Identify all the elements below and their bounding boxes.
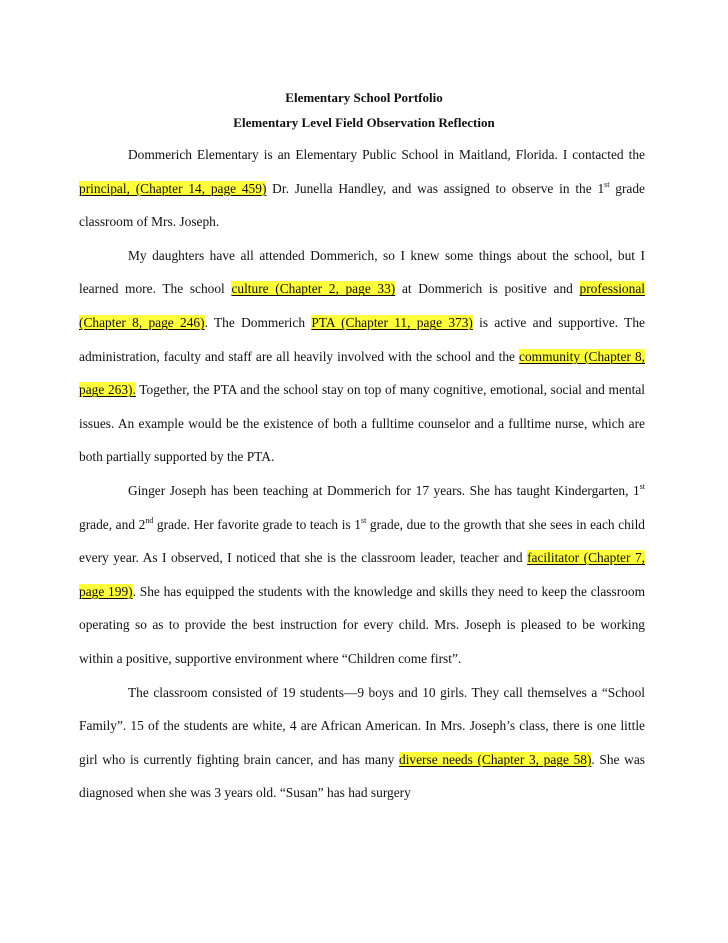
paragraph (79, 474, 645, 676)
highlighted-citation: facilitator (Chapter 7, page 199) (79, 550, 645, 599)
paragraph (79, 138, 645, 239)
document-body (79, 138, 645, 810)
paragraph (79, 239, 645, 474)
text-run: My daughters have all attended Dommerich, so I knew some things about the school, but I learned more. The school (79, 247, 645, 297)
text-run: is active and supportive. The administration, faculty and staff are all heavily involved with the school and the (79, 314, 645, 364)
document-subtitle: Elementary Level Field Observation Reflection (233, 115, 495, 130)
highlighted-citation: community (Chapter 8, page 263). (79, 348, 646, 398)
text-run: Together, the PTA and the school stay on top of many cognitive, emotional, social and mental issues. An example would be the existence of both a fulltime counselor and a fulltime nurse, which are both partially supported by the PTA. (79, 382, 645, 465)
text-run: . She was diagnosed when she was 3 years old. “Susan” has had surgery (79, 751, 645, 801)
ordinal-superscript: st (360, 515, 367, 525)
text-run: The classroom consisted of 19 students—9 boys and 10 girls. They call themselves a “School Family”. 15 of the students are white, 4 are African American. In Mrs. Joseph’s class, there is one little girl who is currently fighting brain cancer, and has many (79, 684, 645, 767)
text-run: Dr. Junella Handley, and was assigned to observe in the 1 (266, 180, 605, 196)
highlighted-citation: diverse needs (Chapter 3, page 58) (399, 751, 592, 767)
paragraph (79, 676, 645, 810)
text-run: . The Dommerich (204, 314, 312, 330)
ordinal-superscript: st (604, 179, 610, 189)
text-run: grade, and 2 (79, 516, 146, 532)
text-run: Ginger Joseph has been teaching at Dommerich for 17 years. She has taught Kindergarten, 1 (128, 482, 640, 498)
text-run: grade. Her favorite grade to teach is 1 (153, 516, 361, 532)
highlighted-citation: principal, (Chapter 14, page 459) (79, 180, 267, 196)
text-run: at Dommerich is positive and (395, 281, 580, 297)
highlighted-citation: culture (Chapter 2, page 33) (231, 281, 396, 297)
ordinal-superscript: nd (145, 515, 154, 525)
ordinal-superscript: st (639, 481, 645, 491)
document-title: Elementary School Portfolio (285, 90, 443, 105)
highlighted-citation: professional (Chapter 8, page 246) (79, 281, 645, 330)
text-run: . She has equipped the students with the knowledge and skills they need to keep the classroom operating so as to provide the best instruction for every child. Mrs. Joseph is pleased to be working within a positive, supportive environment where “Children come first”. (79, 583, 645, 666)
text-run: grade classroom of Mrs. Joseph. (79, 180, 646, 230)
text-run: grade, due to the growth that she sees in each child every year. As I observed, I noticed that she is the classroom leader, teacher and (79, 516, 645, 566)
text-run: Dommerich Elementary is an Elementary Public School in Maitland, Florida. I contacted the (128, 147, 645, 162)
highlighted-citation: PTA (Chapter 11, page 373) (311, 314, 473, 330)
